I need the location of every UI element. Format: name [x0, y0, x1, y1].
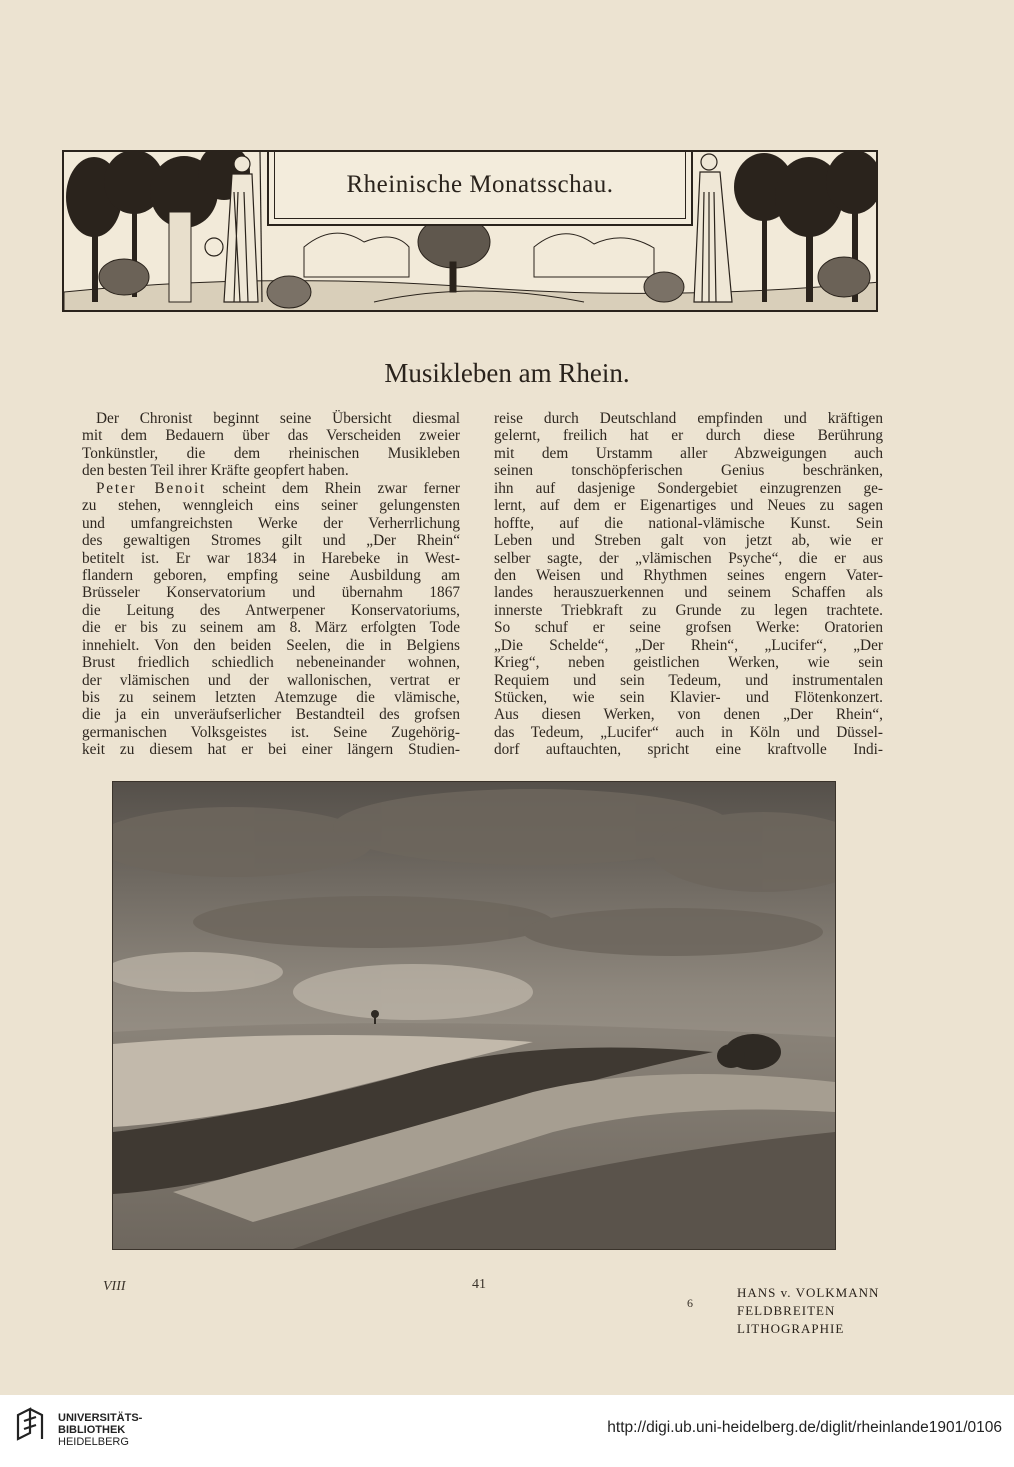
text-line: So schuf er seine grofsen Werke: Oratorien	[494, 619, 883, 637]
text-line: und umfangreichsten Werke der Verherrlichung	[82, 514, 460, 532]
landscape-illustration	[113, 782, 835, 1249]
text-line: bis zu seinem letzten Atemzuge die vlämische,	[82, 689, 460, 706]
text-line: gelernt, freilich hat er durch diese Berührung	[494, 427, 883, 445]
caption-technique: LITHOGRAPHIE	[737, 1321, 845, 1336]
article-title: Musikleben am Rhein.	[384, 358, 630, 388]
text-line: den besten Teil ihrer Kräfte geopfert haben.	[82, 462, 349, 480]
text-line: keit zu diesem hat er bei einer längern Studien-	[82, 741, 460, 759]
text-line: mit dem Bedauern über das Verscheiden zweier	[82, 427, 460, 445]
caption-title: FELDBREITEN	[737, 1303, 836, 1318]
text-line: des gewaltigen Stromes gilt und „Der Rhein“	[82, 532, 460, 550]
caption-artist: HANS v. VOLKMANN	[737, 1285, 880, 1300]
text-line: Krieg“, neben geistlichen Werken, wie sein	[494, 654, 883, 672]
institution-name: UNIVERSITÄTS- BIBLIOTHEK HEIDELBERG	[58, 1412, 143, 1448]
text-line: seinen tonschöpferischen Genius beschränken,	[494, 462, 883, 480]
text-line: Leben und Streben galt von jetzt ab, wie er	[494, 532, 883, 550]
text-line: betitelt ist. Er war 1834 in Harebeke in West-	[82, 549, 460, 567]
text-line: flandern geboren, empfing seine Ausbildung am	[82, 566, 460, 584]
right-text-column	[494, 410, 883, 759]
text-line: Peter Benoit scheint dem Rhein zwar ferner	[96, 479, 460, 497]
left-text-column	[82, 410, 460, 759]
header-title-frame	[267, 152, 693, 226]
text-line: Stücken, wie sein Klavier- und Flötenkonzert.	[494, 689, 883, 706]
text-line: die ja ein unveräufserlicher Bestandteil des grofsen	[82, 706, 460, 724]
text-line: hoffte, auf die national-vlämische Kunst. Sein	[494, 514, 883, 532]
text-line: Requiem und sein Tedeum, und instrumentalen	[494, 671, 883, 689]
text-line: „Die Schelde“, „Der Rhein“, „Lucifer“, „Der	[494, 636, 883, 654]
text-line: Brüsseler Konservatorium und übernahm 1867	[82, 584, 460, 602]
text-line: dorf auftauchten, spricht eine kraftvolle Indi-	[494, 741, 883, 759]
text-line: reise durch Deutschland empfinden und kräftigen	[494, 410, 883, 427]
text-line: der vlämischen und der wallonischen, vertrat er	[82, 671, 460, 689]
text-line: Brust friedlich schiedlich nebeneinander wohnen,	[82, 654, 460, 672]
signature-mark: 6	[687, 1296, 693, 1310]
source-url-link[interactable]: http://digi.ub.uni-heidelberg.de/diglit/rheinlande1901/0106	[607, 1419, 1002, 1436]
header-banner	[62, 150, 878, 312]
text-line: Aus diesen Werken, von denen „Der Rhein“,	[494, 706, 883, 724]
text-line: landes herauszuerkennen und seinem Schaffen als	[494, 584, 883, 602]
text-line: innehielt. Von den beiden Seelen, die in Belgiens	[82, 636, 460, 654]
text-line: germanischen Volksgeistes ist. Seine Zugehörig-	[82, 723, 460, 741]
text-line: den Weisen und Rhythmen seines engern Vater-	[494, 566, 883, 584]
text-line: das Tedeum, „Lucifer“ auch in Köln und Düssel-	[494, 723, 883, 741]
text-line: mit dem Urstamm aller Abzweigungen auch	[494, 444, 883, 462]
text-line: die Leitung des Antwerpener Konservatoriums,	[82, 601, 460, 619]
text-line: Der Chronist beginnt seine Übersicht diesmal	[96, 410, 460, 427]
university-library-logo-icon	[12, 1405, 52, 1445]
name-spaced: Peter Benoit	[96, 479, 207, 497]
text-line: zu stehen, wenngleich eins seiner gelungensten	[82, 497, 460, 515]
text-line: Tonkünstler, die dem rheinischen Musikleben	[82, 444, 460, 462]
text-line: selber sagte, der „vlämischen Psyche“, die er aus	[494, 549, 883, 567]
text-line: lernt, auf dem er Eigenartiges und Neues zu sagen	[494, 497, 883, 515]
text-line: ihn auf dasjenige Sondergebiet einzugrenzen ge-	[494, 479, 883, 497]
illustration-caption	[737, 1284, 879, 1338]
page-number: 41	[472, 1277, 486, 1292]
volume-number: VIII	[103, 1279, 126, 1294]
lithograph-feldbreiten	[112, 781, 836, 1250]
text-line: innerste Triebkraft zu Grunde zu legen trachtete.	[494, 601, 883, 619]
text-line: die er bis zu seinem am 8. März erfolgten Tode	[82, 619, 460, 637]
header-title: Rheinische Monatsschau.	[346, 171, 614, 198]
